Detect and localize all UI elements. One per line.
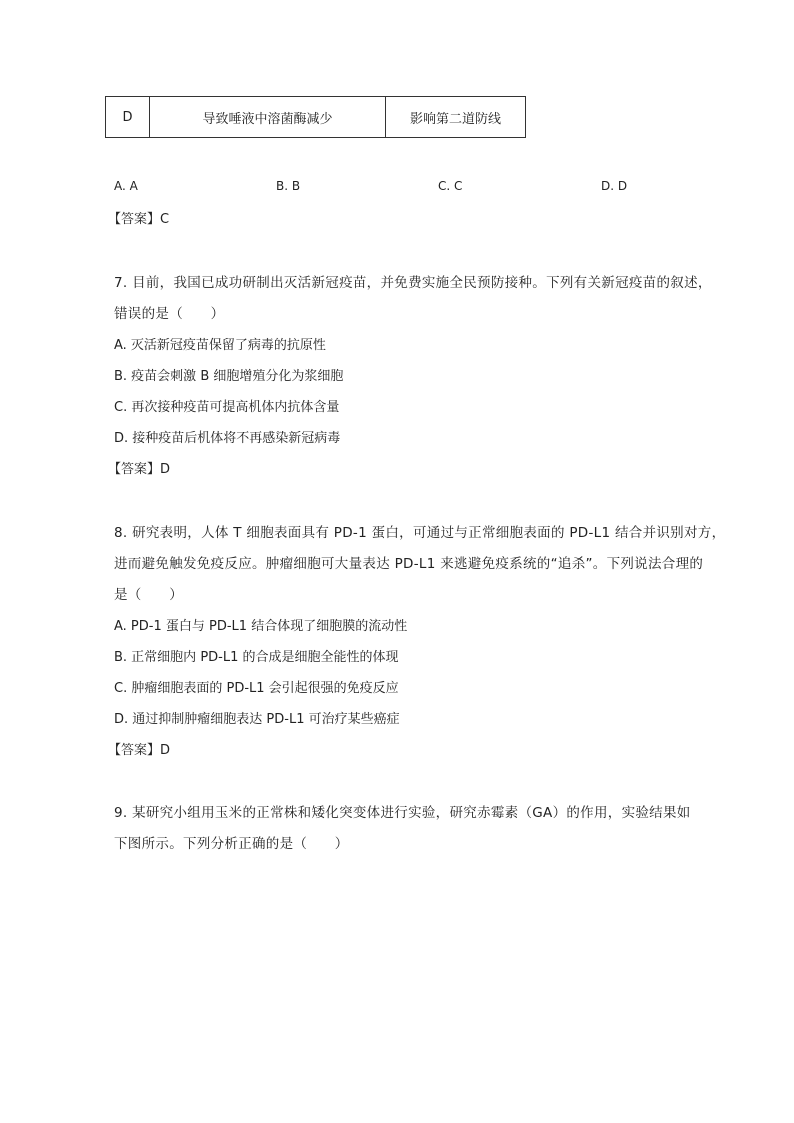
table-cell-mechanism: 导致唾液中溶菌酶减少 xyxy=(150,97,386,138)
q9-stem-line2: 下图所示。下列分析正确的是（ ） xyxy=(114,836,349,852)
answer-value: D xyxy=(160,462,171,477)
answer-value: D xyxy=(160,743,171,758)
q7-option-c[interactable]: C. 再次接种疫苗可提高机体内抗体含量 xyxy=(114,400,340,415)
q7-stem-line2: 错误的是（ ） xyxy=(114,306,225,322)
q6-answer xyxy=(108,208,169,227)
q6-option-b[interactable]: B. B xyxy=(276,179,301,193)
q9-stem-line1: 9. 某研究小组用玉米的正常株和矮化突变体进行实验，研究赤霉素（GA）的作用，实验结果如 xyxy=(114,805,691,821)
table-row xyxy=(106,97,526,138)
answer-label: 【答案】 xyxy=(108,462,161,477)
answer-value: C xyxy=(160,212,170,227)
q7-answer xyxy=(108,458,170,477)
q8-stem-line1: 8. 研究表明，人体 T 细胞表面具有 PD-1 蛋白，可通过与正常细胞表面的 PD-L1 结合并识别对方， xyxy=(114,525,726,541)
q6-option-c[interactable]: C. C xyxy=(438,179,463,193)
answer-label: 【答案】 xyxy=(108,212,161,227)
q7-stem-line1: 7. 目前，我国已成功研制出灭活新冠疫苗，并免费实施全民预防接种。下列有关新冠疫苗的叙述， xyxy=(114,275,712,291)
table-cell-letter: D xyxy=(106,97,150,138)
q8-option-a[interactable]: A. PD-1 蛋白与 PD-L1 结合体现了细胞膜的流动性 xyxy=(114,619,408,634)
q7-option-d[interactable]: D. 接种疫苗后机体将不再感染新冠病毒 xyxy=(114,431,341,446)
q6-option-a[interactable]: A. A xyxy=(114,179,138,193)
table-cell-effect: 影响第二道防线 xyxy=(386,97,526,138)
q8-option-b[interactable]: B. 正常细胞内 PD-L1 的合成是细胞全能性的体现 xyxy=(114,650,399,665)
q8-option-d[interactable]: D. 通过抑制肿瘤细胞表达 PD-L1 可治疗某些癌症 xyxy=(114,712,400,727)
q7-option-a[interactable]: A. 灭活新冠疫苗保留了病毒的抗原性 xyxy=(114,338,326,353)
q8-stem-line3: 是（ ） xyxy=(114,587,183,603)
q6-option-d[interactable]: D. D xyxy=(601,179,628,193)
options-table xyxy=(105,96,526,138)
q8-option-c[interactable]: C. 肿瘤细胞表面的 PD-L1 会引起很强的免疫反应 xyxy=(114,681,399,696)
q8-answer xyxy=(108,739,170,758)
answer-label: 【答案】 xyxy=(108,743,161,758)
q7-option-b[interactable]: B. 疫苗会刺激 B 细胞增殖分化为浆细胞 xyxy=(114,369,344,384)
q8-stem-line2: 进而避免触发免疫反应。肿瘤细胞可大量表达 PD-L1 来逃避免疫系统的“追杀”。下列说法合理的 xyxy=(114,556,704,572)
